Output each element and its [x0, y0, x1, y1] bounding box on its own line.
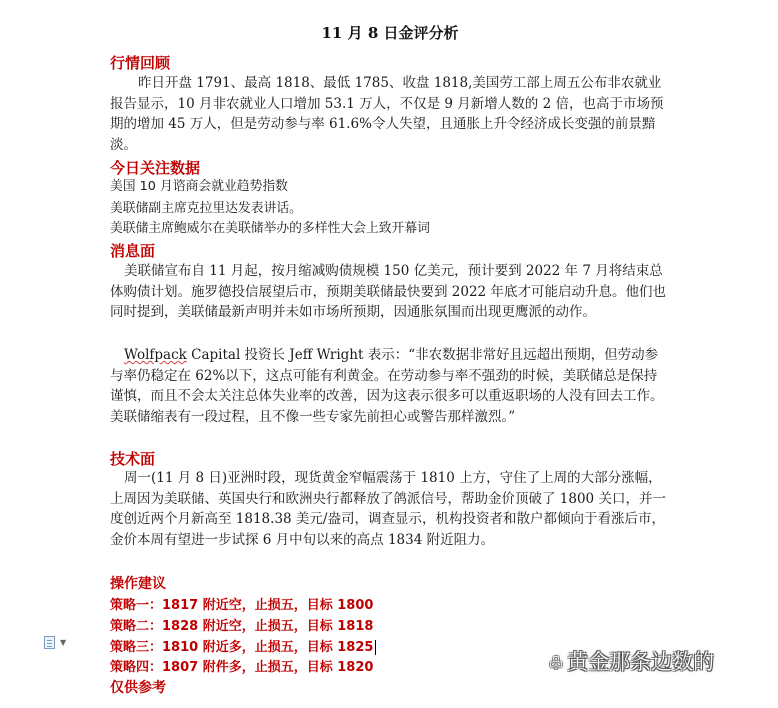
watermark — [548, 646, 714, 676]
news-text-2: Capital 投资长 Jeff Wright 表示：“非农数据非常好且远超出预期，但劳动参与率仍稳定在 62%以下，这点可能有利黄金。在劳动参与率不强劲的时候，美联储总是保持谨慎，而且不会太关注总体失业率的改善，因为这表示很多可以重返职场的人没有回去工作。美联储缩表有一段过程，且不像一些专家先前担心或警告那样激烈。” — [110, 347, 664, 425]
strategy-item: 策略一：1817 附近空，止损五，目标 1800 — [110, 598, 374, 613]
dropdown-caret-icon[interactable]: ▼ — [60, 638, 67, 647]
weibo-logo-icon: ♧ — [548, 653, 565, 674]
strategy-item: 策略四：1807 附件多，止损五，目标 1820 — [110, 660, 374, 675]
advice-footer: 仅供参考 — [110, 680, 166, 696]
strategy-text: 策略三：1810 附近多，止损五，目标 1825 — [110, 640, 374, 655]
strategy-item: 策略二：1828 附近空，止损五，目标 1818 — [110, 619, 374, 634]
review-text: 昨日开盘 1791、最高 1818、最低 1785、收盘 1818,美国劳工部上周五公布非农就业报告显示，10 月非农就业人口增加 53.1 万人，不仅是 9 月新增人数的 2 倍，也高于市场预期的增加 45 万人，但是劳动参与率 61.6%令人失望，且通胀上升令经济成长变强的前景黯淡。 — [110, 75, 664, 153]
heading-focus: 今日关注数据 — [110, 159, 201, 177]
focus-item: 美联储主席鲍威尔在美联储举办的多样性大会上致开幕词 — [110, 221, 430, 236]
focus-item: 美国 10 月谘商会就业趋势指数 — [110, 179, 288, 194]
news-paragraph-1 — [110, 261, 668, 323]
news-quote-source: Wolfpack — [124, 347, 187, 363]
news-paragraph-2 — [110, 345, 668, 427]
strategy-item — [110, 636, 376, 655]
heading-technical: 技术面 — [110, 450, 156, 468]
technical-text: 周一(11 月 8 日)亚洲时段，现货黄金窄幅震荡于 1810 上方，守住了上周的大部分涨幅，上周因为美联储、英国央行和欧洲央行都释放了鸽派信号，帮助金价顶破了 1800 关口，并一度创近两个月新高至 1818.38 美元/盎司，调查显示，机构投资者和散户都倾向于看涨后市，金价本周有望进一步试探 6 月中旬以来的高点 1834 附近阻力。 — [110, 470, 666, 548]
heading-news: 消息面 — [110, 242, 156, 260]
heading-review: 行情回顾 — [110, 54, 171, 72]
text-cursor — [375, 640, 376, 655]
review-paragraph — [110, 73, 668, 155]
news-text-1: 美联储宣布自 11 月起，按月缩减购债规模 150 亿美元，预计要到 2022 年 7 月将结束总体购债计划。施罗德投信展望后市，预期美联储最快要到 2022 年底才可能启动升息。他们也同时提到，美联储最新声明并未如市场所预期，因通胀氛围而出现更鹰派的动作。 — [110, 263, 666, 320]
document-icon[interactable] — [44, 636, 55, 649]
watermark-text: 黄金那条边数的 — [567, 650, 715, 674]
document-title: 11 月 8 日金评分析 — [321, 24, 459, 42]
focus-item: 美联储副主席克拉里达发表讲话。 — [110, 201, 302, 216]
heading-advice: 操作建议 — [110, 576, 166, 592]
technical-paragraph — [110, 468, 668, 550]
